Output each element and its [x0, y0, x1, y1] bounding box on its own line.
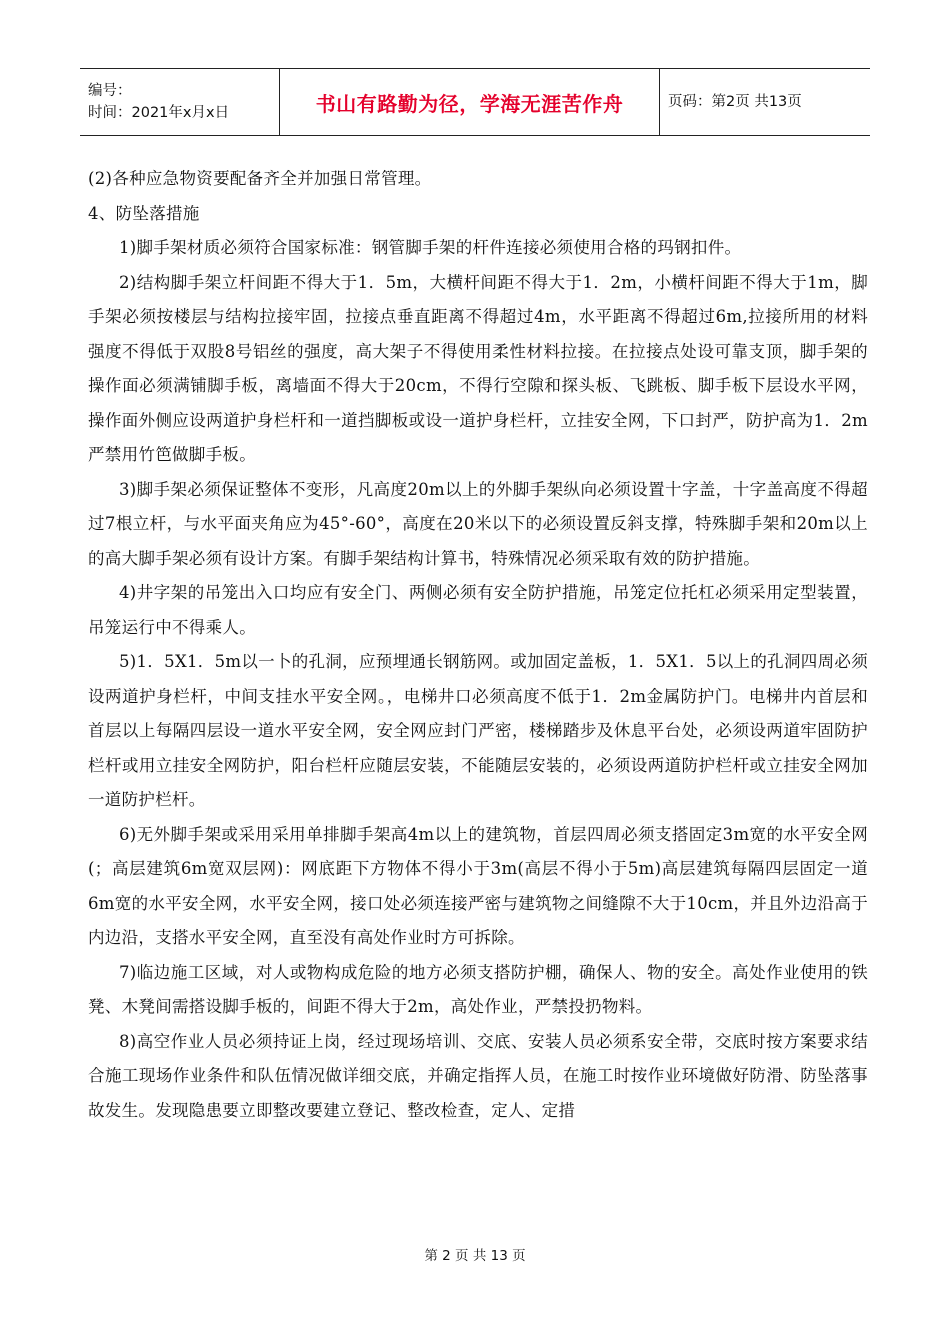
paragraph-item-8: 8)高空作业人员必须持证上岗，经过现场培训、交底、安装人员必须系安全带，交底时按方案要求结合施工现场作业条件和队伍情况做详细交底，并确定指挥人员，在施工时按作业环境做好防滑、防坠落事故发生。发现隐患要立即整改要建立登记、整改检查，定人、定措	[88, 1031, 868, 1120]
document-time-label: 时间：2021年x月x日	[88, 105, 230, 121]
paragraph-item-4: 4)井字架的吊笼出入口均应有安全门、两侧必须有安全防护措施，吊笼定位托杠必须采用定型装置，吊笼运行中不得乘人。	[88, 583, 868, 637]
section-heading-fall-prevention: 4、防坠落措施	[88, 203, 200, 223]
header-page-cell	[660, 69, 870, 135]
document-body	[88, 162, 868, 1128]
paragraph-item-3: 3)脚手架必须保证整体不变形，凡高度20m以上的外脚手架纵向必须设置十字盖，十字盖高度不得超过7根立杆，与水平面夹角应为45°-60°，高度在20米以下的必须设置反斜支撑，特殊脚手架和20m以上的高大脚手架必须有设计方案。有脚手架结构计算书，特殊情况必须采取有效的防护措施。	[88, 479, 868, 568]
paragraph-item-7: 7)临边施工区域，对人或物构成危险的地方必须支搭防护棚，确保人、物的安全。高处作业使用的铁凳、木凳间需搭设脚手板的，间距不得大于2m，高处作业，严禁投扔物料。	[88, 962, 868, 1016]
paragraph-item-2: 2)结构脚手架立杆间距不得大于1．5m，大横杆间距不得大于1．2m，小横杆间距不得大于1m，脚手架必须按楼层与结构拉接牢固，拉接点垂直距离不得超过4m，水平距离不得超过6m,拉接所用的材料强度不得低于双股8号铝丝的强度，高大架子不得使用柔性材料拉接。在拉接点处设可靠支顶，脚手架的操作面必须满铺脚手板，离墙面不得大于20cm，不得行空隙和探头板、飞跳板、脚手板下层设水平网，操作面外侧应设两道护身栏杆和一道挡脚板或设一道护身栏杆，立挂安全网，下口封严，防护高为1．2m严禁用竹笆做脚手板。	[88, 272, 868, 464]
paragraph-item-5: 5)1．5X1．5m以一卜的孔洞，应预埋通长钢筋网。或加固定盖板，1．5X1．5以上的孔洞四周必须设两道护身栏杆，中间支挂水平安全网。，电梯井口必须高度不低于1．2m金属防护门。电梯井内首层和首层以上每隔四层设一道水平安全网，安全网应封门严密，楼梯踏步及休息平台处，必须设两道牢固防护栏杆或用立挂安全网防护，阳台栏杆应随层安装，不能随层安装的，必须设两道防护栏杆或立挂安全网加一道防护栏杆。	[88, 652, 868, 809]
page-footer: 第 2 页 共 13 页	[424, 1248, 526, 1264]
header-page-number: 页码：第2页 共13页	[668, 94, 802, 110]
paragraph-emergency-supplies: (2)各种应急物资要配备齐全并加强日常管理。	[88, 169, 432, 188]
header-motto: 书山有路勤为径，学海无涯苦作舟	[315, 91, 624, 116]
paragraph-item-1: 1)脚手架材质必须符合国家标准：钢管脚手架的杆件连接必须使用合格的玛钢扣件。	[119, 238, 742, 257]
header-motto-cell	[280, 69, 660, 135]
header-meta	[80, 69, 280, 135]
document-header	[80, 68, 870, 136]
document-number-label: 编号：	[88, 83, 132, 99]
paragraph-item-6: 6)无外脚手架或采用采用单排脚手架高4m以上的建筑物，首层四周必须支搭固定3m宽的水平安全网(；高层建筑6m宽双层网)：网底距下方物体不得小于3m(高层不得小于5m)高层建筑每隔四层固定一道6m宽的水平安全网，水平安全网，接口处必须连接严密与建筑物之间缝隙不大于10cm，并且外边沿高于内边沿，支搭水平安全网，直至没有高处作业时方可拆除。	[88, 824, 868, 947]
